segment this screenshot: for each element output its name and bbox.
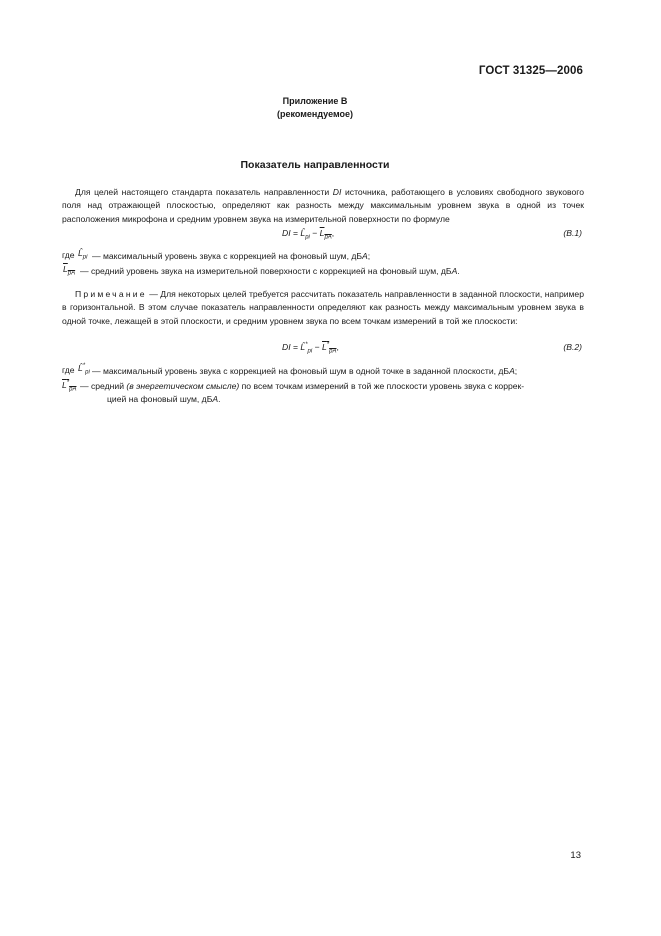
formula2-lhs: DI xyxy=(282,342,291,352)
paragraph-note xyxy=(62,288,584,328)
note-label: Примечание xyxy=(75,289,147,299)
note-text: — Для некоторых целей требуется рассчитать показатель направленности в заданной плоскости, например в горизонтальной. В этом случае показатель направленности определяют как разность между максимальным уровнем звука в одной точке, лежащей в этой плоскости, и средним уровнем звука по всем точкам измерений в той же плоскости: xyxy=(62,289,584,326)
formula2-term1: $L̂^*_{pi}$ xyxy=(300,342,313,355)
definition-average-level: — средний уровень звука на измерительной поверхности с коррекцией на фоновый шум, дБА. xyxy=(80,266,460,276)
definition-max-level-plane: — максимальный уровень звука с коррекцией на фоновый шум в одной точке в заданной плоскости, дБА; xyxy=(92,366,518,376)
appendix-status: (рекомендуемое) xyxy=(277,109,353,119)
standard-number: ГОСТ 31325—2006 xyxy=(478,65,583,77)
paragraph1-text-before: Для целей настоящего стандарта показатель направленности xyxy=(75,187,333,197)
defs2-symbol-max: $L̂^*_{pi}$ xyxy=(78,363,90,376)
formula2-minus: − xyxy=(314,342,320,352)
formula-b1 xyxy=(282,228,334,241)
formula1-lhs: DI xyxy=(282,228,291,238)
formula2-comma: , xyxy=(336,342,339,352)
page-number: 13 xyxy=(570,850,581,861)
section-title: Показатель направленности xyxy=(240,159,390,171)
equation-number-b2: (В.2) xyxy=(563,342,582,352)
defs2-lead: где xyxy=(62,365,75,375)
formula1-term1: L̂ xyxy=(300,228,306,238)
definition-average-level-plane-cont: цией на фоновый шум, дБА. xyxy=(107,394,221,404)
formula1-comma: , xyxy=(331,228,335,238)
defs2-symbol-avg: $L^*_{pA}$ xyxy=(62,380,77,393)
defs1-lead: где xyxy=(62,250,75,260)
formula-b2 xyxy=(282,342,339,355)
formula2-equals: = xyxy=(292,342,299,352)
definition-average-level-plane: — средний (в энергетическом смысле) по всем точкам измерений в той же плоскости уровень звука с коррек- xyxy=(80,381,525,391)
formula1-minus: − xyxy=(312,228,318,238)
paragraph1-text-after: источника, работающего в условиях свободного звукового поля над отражающей плоскостью, определяют как разность между максимальным уровнем звука в одной из точек расположения микрофона и средним уровнем звука на измерительной поверхности по формуле xyxy=(62,187,585,224)
formula2-term2: $L^*_{pA}$ xyxy=(322,342,337,355)
definition-max-level: — максимальный уровень звука с коррекцией на фоновый шум, дБА; xyxy=(92,251,371,261)
appendix-title: Приложение В xyxy=(282,96,348,106)
defs1-symbol-avg: $L_{pA}$ xyxy=(63,264,76,277)
formula1-term1-sub: pi xyxy=(305,234,310,241)
equation-number-b1: (В.1) xyxy=(563,228,582,238)
formula1-equals: = xyxy=(292,228,299,238)
formula1-term2: $L_{pA}$ xyxy=(319,228,332,241)
defs1-symbol-max: $L̂_{pi}$ xyxy=(78,248,88,261)
paragraph1-symbol: DI xyxy=(332,187,342,197)
paragraph-definition xyxy=(62,186,584,226)
